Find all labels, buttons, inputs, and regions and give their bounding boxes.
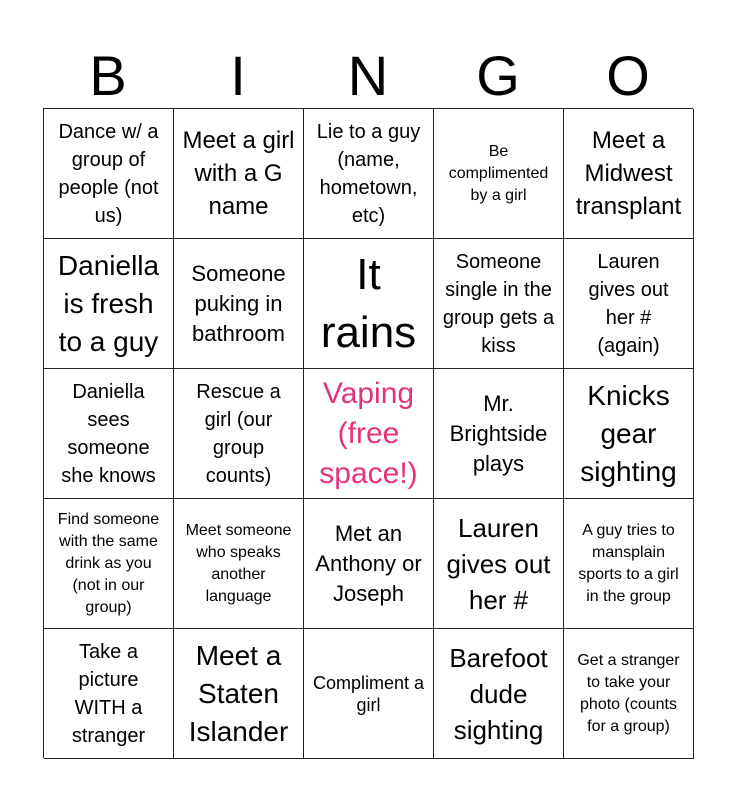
bingo-cell-19[interactable]: [434, 499, 564, 629]
cell-text: Meet a girl with a G name: [182, 127, 295, 220]
bingo-cell-24[interactable]: [434, 629, 564, 759]
cell-text: Lauren gives out her # (again): [588, 250, 669, 357]
bingo-cell-15[interactable]: [564, 369, 694, 499]
cell-text: Be complimented by a girl: [448, 142, 549, 204]
cell-text: Find someone with the same drink as you (not in our group): [57, 510, 160, 616]
cell-text: Someone puking in bathroom: [191, 260, 286, 346]
cell-text: Rescue a girl (our group counts): [196, 380, 281, 487]
bingo-cell-9[interactable]: [434, 239, 564, 369]
cell-text: Mr. Brightside plays: [449, 390, 548, 476]
bingo-cell-11[interactable]: [44, 369, 174, 499]
bingo-cell-17[interactable]: [174, 499, 304, 629]
header-letter-o: O: [606, 43, 650, 107]
free-space-text: Vaping (free space!): [319, 376, 418, 490]
cell-text: Daniella is fresh to a guy: [57, 249, 160, 357]
cell-text: Lauren gives out her #: [446, 512, 551, 615]
bingo-cell-18[interactable]: [304, 499, 434, 629]
cell-text: Take a picture WITH a stranger: [71, 640, 146, 747]
cell-text: Lie to a guy (name, hometown, etc): [316, 120, 421, 227]
bingo-cell-13[interactable]: [304, 369, 434, 499]
bingo-cell-5[interactable]: [564, 109, 694, 239]
bingo-cell-16[interactable]: [44, 499, 174, 629]
bingo-cell-25[interactable]: [564, 629, 694, 759]
cell-text: Daniella sees someone she knows: [61, 380, 156, 487]
cell-text: Met an Anthony or Joseph: [315, 520, 422, 606]
bingo-cell-7[interactable]: [174, 239, 304, 369]
bingo-cell-22[interactable]: [174, 629, 304, 759]
header-letter-b: B: [89, 43, 127, 107]
bingo-cell-12[interactable]: [174, 369, 304, 499]
cell-text: It rains: [320, 249, 417, 357]
cell-text: Dance w/ a group of people (not us): [58, 120, 159, 227]
bingo-header: [43, 40, 693, 110]
cell-text: Get a stranger to take your photo (counts for a group): [577, 651, 680, 735]
cell-text: Compliment a girl: [312, 672, 425, 715]
bingo-cell-4[interactable]: [434, 109, 564, 239]
header-letter-n: N: [347, 43, 389, 107]
cell-text: Meet someone who speaks another language: [185, 521, 292, 605]
cell-text: Knicks gear sighting: [580, 379, 677, 487]
bingo-cell-3[interactable]: [304, 109, 434, 239]
bingo-cell-6[interactable]: [44, 239, 174, 369]
cell-text: Meet a Staten Islander: [188, 639, 289, 747]
bingo-cell-23[interactable]: [304, 629, 434, 759]
header-letter-g: G: [476, 43, 520, 107]
cell-text: A guy tries to mansplain sports to a girl in the group: [578, 521, 679, 605]
bingo-cell-21[interactable]: [44, 629, 174, 759]
cell-text: Someone single in the group gets a kiss: [442, 250, 555, 357]
cell-text: Meet a Midwest transplant: [575, 127, 682, 220]
bingo-cell-10[interactable]: [564, 239, 694, 369]
bingo-cell-2[interactable]: [174, 109, 304, 239]
bingo-cell-1[interactable]: [44, 109, 174, 239]
bingo-cell-14[interactable]: [434, 369, 564, 499]
bingo-board: [43, 108, 693, 758]
bingo-cell-20[interactable]: [564, 499, 694, 629]
header-letter-i: I: [230, 43, 246, 107]
cell-text: Barefoot dude sighting: [449, 642, 548, 745]
bingo-cell-8[interactable]: [304, 239, 434, 369]
